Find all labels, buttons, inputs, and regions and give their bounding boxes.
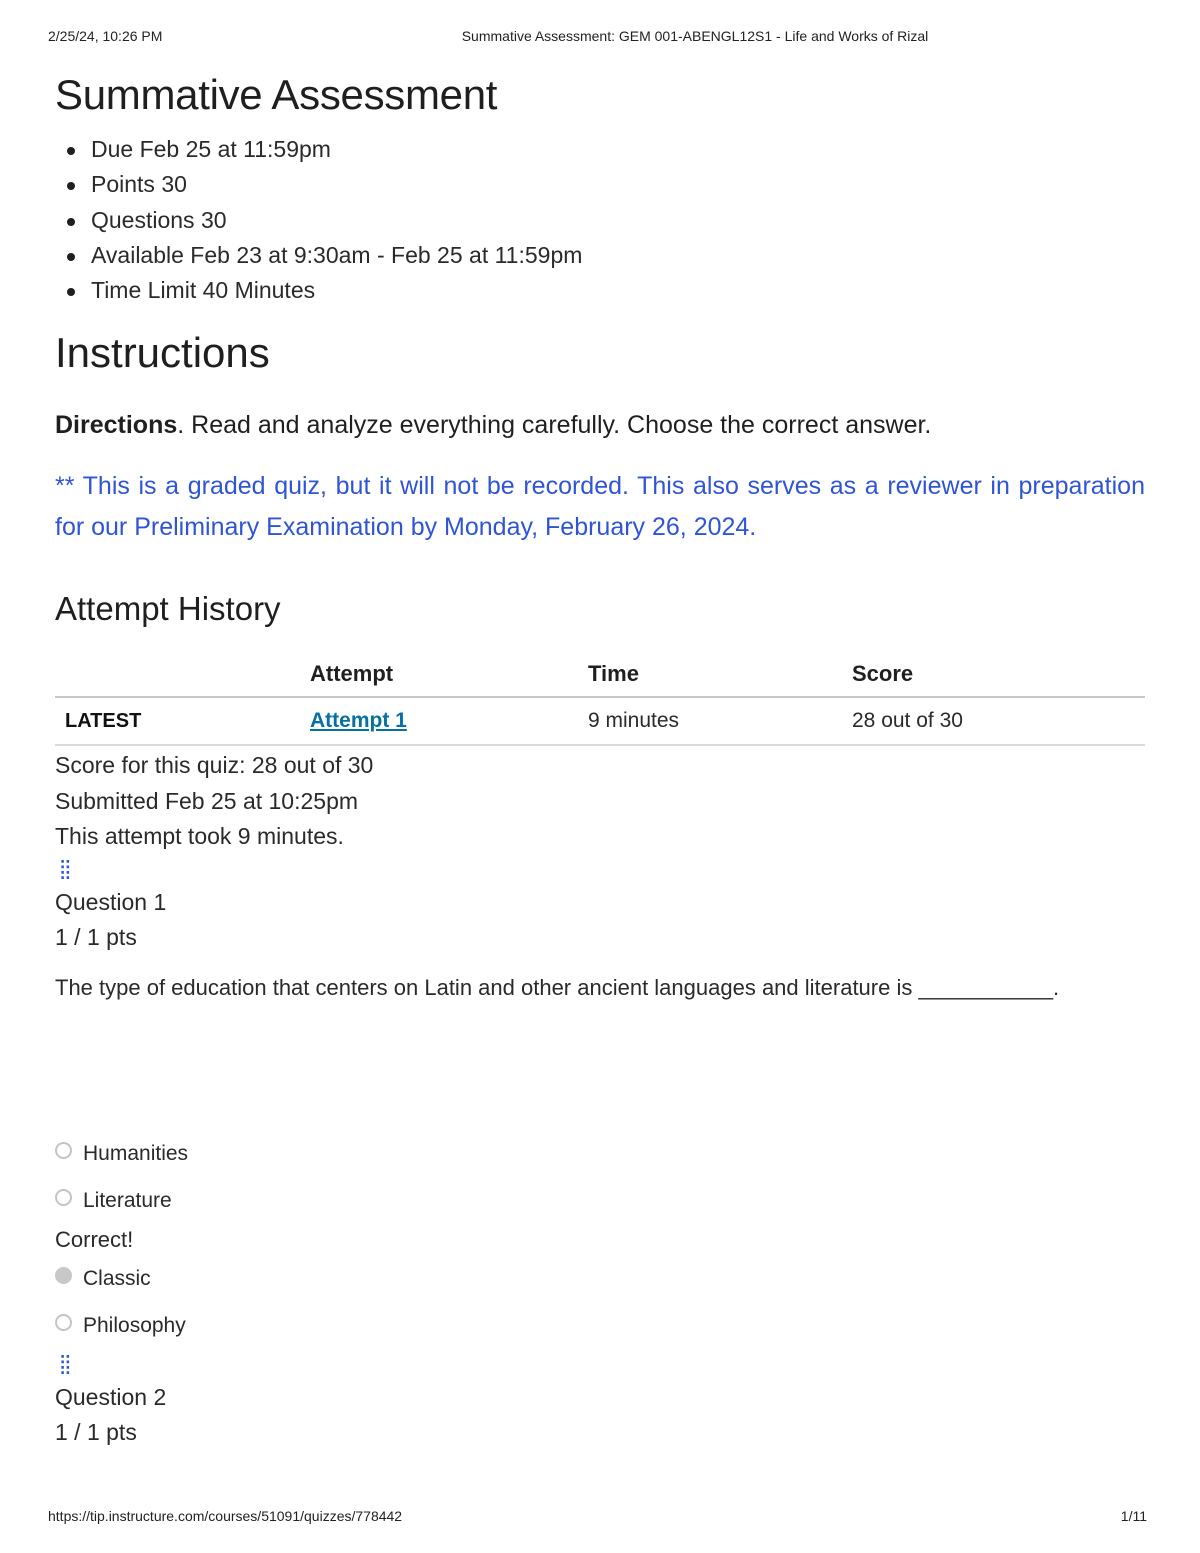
attempt-1-link[interactable]: Attempt 1 [310,709,407,733]
quiz-content [55,68,1145,1451]
radio-button-selected[interactable] [55,1267,72,1284]
column-header-attempt: Attempt [310,661,394,687]
answer-label: Literature [83,1189,172,1213]
directions-label: Directions [55,411,178,440]
question-1-points: 1 / 1 pts [55,924,137,951]
correct-indicator: Correct! [55,1226,134,1252]
question-2-header [55,1380,1145,1451]
question-1-text: The type of education that centers on Latin and other ancient languages and literature is ___________. [55,974,1060,1000]
question-2-points: 1 / 1 pts [55,1419,137,1446]
table-row [55,697,1145,745]
answer-option-selected[interactable] [55,1256,1145,1303]
directions-text: . Read and analyze everything carefully. Choose the correct answer. [177,411,932,440]
radio-button[interactable] [55,1314,72,1331]
print-header [48,28,1152,46]
radio-button[interactable] [55,1142,72,1159]
column-header-blank [55,652,300,697]
answer-label: Classic [83,1267,151,1291]
page-title: Summative Assessment [55,71,498,118]
meta-time-limit: Time Limit 40 Minutes [55,273,1145,308]
attempt-history-heading: Attempt History [55,590,281,628]
print-title: Summative Assessment: GEM 001-ABENGL12S1 - Life and Works of Rizal [461,28,929,44]
print-date: 2/25/24, 10:26 PM [48,28,163,44]
answer-label: Philosophy [83,1314,186,1338]
table-header-row [55,652,1145,697]
page-number: 1/11 [1120,1508,1147,1524]
attempt-duration: This attempt took 9 minutes. [55,823,344,850]
time-cell: 9 minutes [588,709,680,733]
quiz-note: ** This is a graded quiz, but it will not be recorded. This also serves as a reviewer in preparation for our Preliminary Examination by Monday, February 26, 2024. [55,472,1145,542]
submitted-time: Submitted Feb 25 at 10:25pm [55,787,359,814]
directions [55,408,1145,442]
quiz-score: Score for this quiz: 28 out of 30 [55,752,374,779]
column-header-score: Score [852,661,914,687]
instructions-heading: Instructions [55,329,270,377]
meta-available: Available Feb 23 at 9:30am - Feb 25 at 11:59pm [55,238,1145,273]
question-2-title: Question 2 [55,1383,167,1410]
question-1-header [55,885,1145,956]
meta-points: Points 30 [55,167,1145,202]
meta-due: Due Feb 25 at 11:59pm [55,132,1145,167]
question-1-answers [55,1131,1145,1350]
answer-label: Humanities [83,1142,189,1166]
attempt-summary [55,748,1145,855]
column-header-time: Time [588,661,639,687]
answer-option[interactable] [55,1131,1145,1178]
answer-option[interactable] [55,1303,1145,1350]
attempt-history-table [55,652,1145,746]
radio-button[interactable] [55,1189,72,1206]
answer-option[interactable] [55,1178,1145,1225]
print-url: https://tip.instructure.com/courses/51091/quizzes/778442 [48,1508,403,1524]
quiz-meta-list [55,132,1145,308]
drag-handle-icon: ⁞⁞ [59,854,70,885]
meta-questions: Questions 30 [55,203,1145,238]
attempt-cell [300,697,578,745]
question-1-title: Question 1 [55,888,167,915]
drag-handle-icon: ⁞⁞ [59,1349,70,1380]
latest-label: LATEST [65,709,142,732]
score-cell: 28 out of 30 [852,709,963,733]
